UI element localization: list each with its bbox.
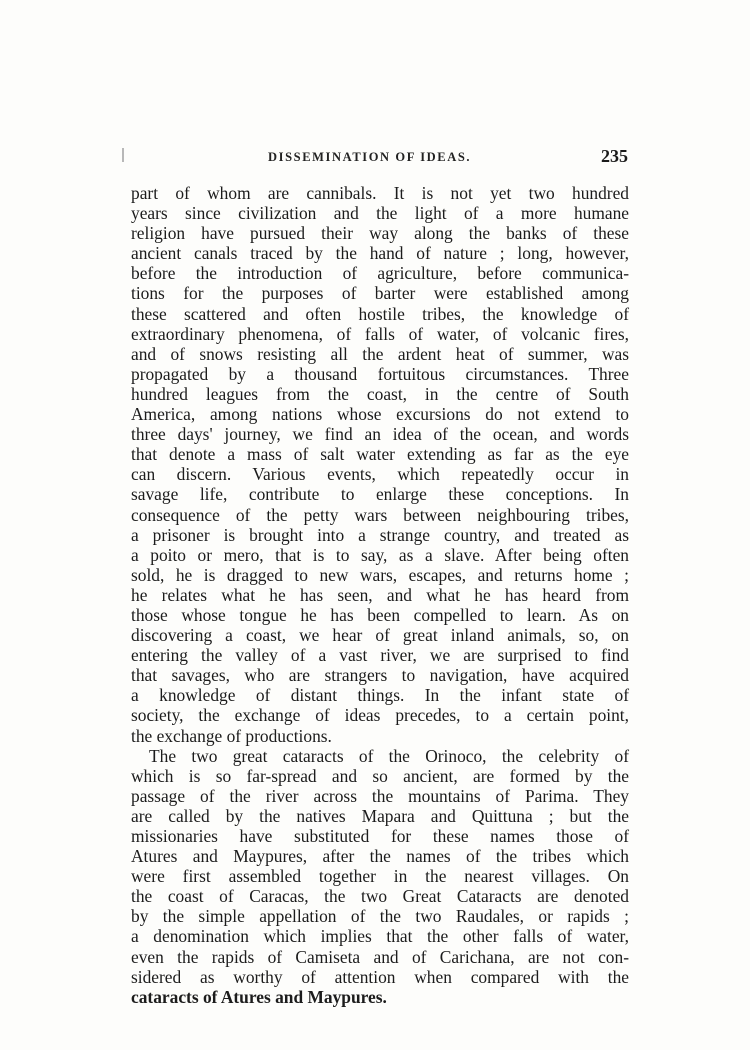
text-line: tions for the purposes of barter were established among [131,283,629,304]
page-header [258,146,628,170]
text-line: that savages, who are strangers to navigation, have acquired [131,665,629,686]
text-line: those whose tongue he has been compelled to learn. As on [131,604,629,625]
text-line: missionaries have substituted for these names those of [131,826,629,846]
text-line: the coast of Caracas, the two Great Cataracts are denoted [131,886,629,907]
text-line: a knowledge of distant things. In the infant state of [131,685,629,706]
text-line: which is so far-spread and so ancient, are formed by the [131,765,629,786]
text-line: three days' journey, we find an idea of the ocean, and words [131,424,629,445]
text-line: entering the valley of a vast river, we are surprised to find [131,645,629,666]
text-line: the exchange of productions. [131,725,332,746]
text-line: savage life, contribute to enlarge these conceptions. In [131,484,629,505]
text-line: discovering a coast, we hear of great inland animals, so, on [131,625,629,646]
text-line: years since civilization and the light of a more humane [131,203,629,224]
text-line: that denote a mass of salt water extending as far as the eye [131,444,629,465]
text-line: before the introduction of agriculture, before communica- [131,263,629,284]
text-line: a poito or mero, that is to say, as a slave. After being often [131,544,629,565]
text-line: hundred leagues from the coast, in the centre of South [131,383,629,404]
text-line: a prisoner is brought into a strange country, and treated as [131,524,629,545]
page-number: 235 [601,146,628,166]
body-text [131,183,629,1007]
text-line: even the rapids of Camiseta and of Carichana, are not con- [131,946,629,967]
margin-mark [122,148,124,162]
text-line: ancient canals traced by the hand of nature ; long, however, [131,243,629,264]
text-line: Atures and Maypures, after the names of the tribes which [131,846,629,867]
text-line: passage of the river across the mountains of Parima. They [131,785,629,806]
text-line: cataracts of Atures and Maypures. [131,986,387,1007]
text-line: by the simple appellation of the two Raudales, or rapids ; [131,906,629,927]
text-line: extraordinary phenomena, of falls of water, of volcanic fires, [131,323,629,344]
text-line: sidered as worthy of attention when compared with the [131,966,629,987]
text-line: sold, he is dragged to new wars, escapes, and returns home ; [131,564,629,585]
text-line: The two great cataracts of the Orinoco, the celebrity of [149,745,629,766]
text-line: were first assembled together in the nearest villages. On [131,866,629,887]
text-line: these scattered and often hostile tribes, the knowledge of [131,303,629,324]
text-line: consequence of the petty wars between neighbouring tribes, [131,504,629,525]
text-line: can discern. Various events, which repeatedly occur in [131,464,629,485]
text-line: a denomination which implies that the other falls of water, [131,926,629,947]
text-line: he relates what he has seen, and what he has heard from [131,584,629,605]
text-line: part of whom are cannibals. It is not yet two hundred [131,183,629,203]
text-line: religion have pursued their way along the banks of these [131,223,629,244]
running-head: DISSEMINATION OF IDEAS. [268,150,472,164]
text-line: are called by the natives Mapara and Quittuna ; but the [131,805,629,826]
text-line: America, among nations whose excursions do not extend to [131,404,629,425]
text-line: society, the exchange of ideas precedes, to a certain point, [131,705,629,726]
text-line: propagated by a thousand fortuitous circumstances. Three [131,363,629,384]
text-line: and of snows resisting all the ardent heat of summer, was [131,343,629,364]
